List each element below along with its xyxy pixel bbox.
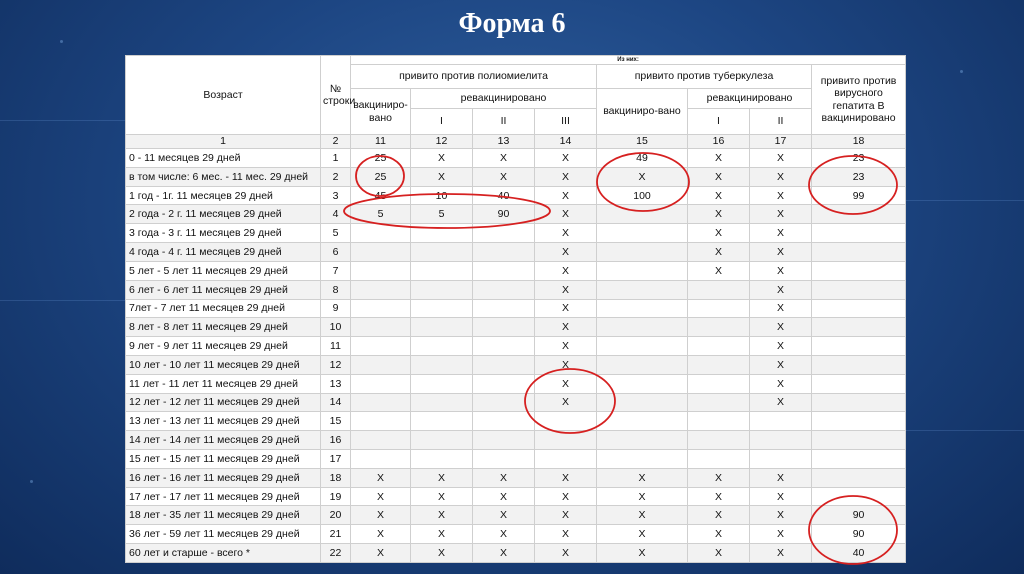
value-cell xyxy=(411,299,473,318)
age-group-cell: 0 - 11 месяцев 29 дней xyxy=(126,149,321,168)
value-cell: X xyxy=(535,468,597,487)
age-group-cell: 9 лет - 9 лет 11 месяцев 29 дней xyxy=(126,337,321,356)
age-group-cell: 17 лет - 17 лет 11 месяцев 29 дней xyxy=(126,487,321,506)
age-group-cell: 7лет - 7 лет 11 месяцев 29 дней xyxy=(126,299,321,318)
value-cell: X xyxy=(750,318,812,337)
value-cell: X xyxy=(535,337,597,356)
age-group-cell: 10 лет - 10 лет 11 месяцев 29 дней xyxy=(126,355,321,374)
age-group-cell: 13 лет - 13 лет 11 месяцев 29 дней xyxy=(126,412,321,431)
value-cell: X xyxy=(688,224,750,243)
value-cell xyxy=(597,280,688,299)
row-number-cell: 20 xyxy=(321,506,351,525)
value-cell: X xyxy=(411,544,473,563)
background-dot xyxy=(30,480,33,483)
value-cell: 25 xyxy=(351,149,411,168)
value-cell xyxy=(597,261,688,280)
column-number: 14 xyxy=(535,135,597,149)
column-number: 1 xyxy=(126,135,321,149)
value-cell xyxy=(473,261,535,280)
value-cell: X xyxy=(688,261,750,280)
value-cell: X xyxy=(688,167,750,186)
value-cell: 99 xyxy=(812,186,906,205)
value-cell: X xyxy=(351,506,411,525)
column-number: 12 xyxy=(411,135,473,149)
header-tb: привито против туберкулеза xyxy=(597,65,812,89)
value-cell xyxy=(812,280,906,299)
table-row xyxy=(126,544,906,563)
value-cell: X xyxy=(535,299,597,318)
value-cell: X xyxy=(750,205,812,224)
value-cell xyxy=(351,393,411,412)
value-cell: X xyxy=(688,149,750,168)
table-row xyxy=(126,525,906,544)
value-cell: 10 xyxy=(411,186,473,205)
value-cell xyxy=(597,393,688,412)
value-cell xyxy=(411,261,473,280)
age-group-cell: 2 года - 2 г. 11 месяцев 29 дней xyxy=(126,205,321,224)
value-cell: X xyxy=(597,544,688,563)
background-line xyxy=(0,300,125,301)
value-cell: X xyxy=(688,205,750,224)
value-cell xyxy=(688,299,750,318)
value-cell xyxy=(597,205,688,224)
value-cell xyxy=(351,450,411,469)
column-number: 2 xyxy=(321,135,351,149)
age-group-cell: 16 лет - 16 лет 11 месяцев 29 дней xyxy=(126,468,321,487)
age-group-cell: 12 лет - 12 лет 11 месяцев 29 дней xyxy=(126,393,321,412)
table-row xyxy=(126,431,906,450)
value-cell: 90 xyxy=(473,205,535,224)
value-cell xyxy=(473,224,535,243)
table-row xyxy=(126,167,906,186)
value-cell: 23 xyxy=(812,149,906,168)
age-group-cell: в том числе: 6 мес. - 11 мес. 29 дней xyxy=(126,167,321,186)
value-cell xyxy=(812,431,906,450)
value-cell: X xyxy=(473,506,535,525)
value-cell xyxy=(473,374,535,393)
value-cell xyxy=(812,337,906,356)
table-row xyxy=(126,299,906,318)
value-cell xyxy=(812,450,906,469)
value-cell: X xyxy=(750,487,812,506)
row-number-cell: 12 xyxy=(321,355,351,374)
value-cell xyxy=(411,337,473,356)
value-cell: X xyxy=(688,186,750,205)
value-cell: X xyxy=(750,149,812,168)
table-row xyxy=(126,393,906,412)
value-cell xyxy=(351,337,411,356)
value-cell: X xyxy=(688,468,750,487)
age-group-cell: 15 лет - 15 лет 11 месяцев 29 дней xyxy=(126,450,321,469)
value-cell: X xyxy=(535,149,597,168)
table-row xyxy=(126,149,906,168)
value-cell xyxy=(688,431,750,450)
table-row xyxy=(126,337,906,356)
value-cell xyxy=(597,450,688,469)
background-line xyxy=(905,430,1024,431)
value-cell: X xyxy=(750,299,812,318)
row-number-cell: 4 xyxy=(321,205,351,224)
value-cell: X xyxy=(750,393,812,412)
value-cell xyxy=(597,224,688,243)
value-cell xyxy=(411,280,473,299)
row-number-cell: 18 xyxy=(321,468,351,487)
row-number-cell: 6 xyxy=(321,243,351,262)
column-number: 15 xyxy=(597,135,688,149)
column-number-row xyxy=(126,135,906,149)
value-cell: X xyxy=(688,506,750,525)
age-group-cell: 18 лет - 35 лет 11 месяцев 29 дней xyxy=(126,506,321,525)
value-cell xyxy=(411,431,473,450)
value-cell: X xyxy=(473,149,535,168)
row-number-cell: 11 xyxy=(321,337,351,356)
table-row xyxy=(126,280,906,299)
value-cell xyxy=(597,412,688,431)
value-cell: X xyxy=(473,544,535,563)
value-cell xyxy=(473,337,535,356)
row-number-cell: 22 xyxy=(321,544,351,563)
value-cell: X xyxy=(473,468,535,487)
background-dot xyxy=(60,40,63,43)
value-cell xyxy=(351,261,411,280)
value-cell: X xyxy=(351,525,411,544)
value-cell: X xyxy=(535,261,597,280)
age-group-cell: 36 лет - 59 лет 11 месяцев 29 дней xyxy=(126,525,321,544)
value-cell xyxy=(411,393,473,412)
value-cell xyxy=(597,318,688,337)
row-number-cell: 8 xyxy=(321,280,351,299)
value-cell xyxy=(750,431,812,450)
header-tb-revaccinated: ревакцинировано xyxy=(688,89,812,109)
value-cell xyxy=(473,393,535,412)
value-cell xyxy=(812,261,906,280)
value-cell: X xyxy=(535,544,597,563)
value-cell: X xyxy=(535,355,597,374)
value-cell: 23 xyxy=(812,167,906,186)
age-group-cell: 5 лет - 5 лет 11 месяцев 29 дней xyxy=(126,261,321,280)
value-cell: X xyxy=(750,243,812,262)
value-cell xyxy=(351,224,411,243)
value-cell xyxy=(351,318,411,337)
value-cell: X xyxy=(535,506,597,525)
value-cell: 25 xyxy=(351,167,411,186)
header-hepatitis-b: привито против вирусного гепатита В вакцинировано xyxy=(812,65,906,135)
value-cell: 49 xyxy=(597,149,688,168)
table-row xyxy=(126,224,906,243)
value-cell: X xyxy=(535,167,597,186)
table-row xyxy=(126,318,906,337)
value-cell: X xyxy=(750,506,812,525)
header-tb-vaccinated: вакциниро-вано xyxy=(597,89,688,135)
value-cell xyxy=(597,337,688,356)
header-polio: привито против полиомиелита xyxy=(351,65,597,89)
value-cell: X xyxy=(597,506,688,525)
header-polio-rev-1: I xyxy=(411,109,473,135)
value-cell: X xyxy=(411,506,473,525)
value-cell: X xyxy=(750,468,812,487)
table-row xyxy=(126,205,906,224)
value-cell: X xyxy=(411,468,473,487)
value-cell: X xyxy=(473,525,535,544)
row-number-cell: 17 xyxy=(321,450,351,469)
background-line xyxy=(905,200,1024,201)
value-cell: 90 xyxy=(812,506,906,525)
value-cell xyxy=(597,299,688,318)
column-number: 16 xyxy=(688,135,750,149)
age-group-cell: 60 лет и старше - всего * xyxy=(126,544,321,563)
value-cell xyxy=(535,412,597,431)
header-tb-rev-2: II xyxy=(750,109,812,135)
background-line xyxy=(0,120,125,121)
table-row xyxy=(126,243,906,262)
value-cell xyxy=(473,450,535,469)
value-cell xyxy=(351,299,411,318)
value-cell: X xyxy=(351,487,411,506)
age-group-cell: 8 лет - 8 лет 11 месяцев 29 дней xyxy=(126,318,321,337)
row-number-cell: 21 xyxy=(321,525,351,544)
value-cell xyxy=(688,318,750,337)
value-cell xyxy=(812,224,906,243)
value-cell xyxy=(535,450,597,469)
age-group-cell: 3 года - 3 г. 11 месяцев 29 дней xyxy=(126,224,321,243)
value-cell: X xyxy=(750,167,812,186)
row-number-cell: 1 xyxy=(321,149,351,168)
value-cell: X xyxy=(535,393,597,412)
age-group-cell: 4 года - 4 г. 11 месяцев 29 дней xyxy=(126,243,321,262)
value-cell: X xyxy=(535,224,597,243)
value-cell: X xyxy=(688,525,750,544)
value-cell xyxy=(473,318,535,337)
age-group-cell: 11 лет - 11 лет 11 месяцев 29 дней xyxy=(126,374,321,393)
value-cell xyxy=(411,450,473,469)
table-row xyxy=(126,450,906,469)
header-polio-vaccinated: вакциниро-вано xyxy=(351,89,411,135)
table-row xyxy=(126,468,906,487)
value-cell: 40 xyxy=(812,544,906,563)
value-cell: X xyxy=(535,318,597,337)
value-cell xyxy=(812,318,906,337)
value-cell xyxy=(411,243,473,262)
value-cell: X xyxy=(750,544,812,563)
value-cell xyxy=(411,224,473,243)
value-cell: X xyxy=(411,487,473,506)
value-cell: X xyxy=(535,205,597,224)
value-cell: X xyxy=(750,525,812,544)
header-tb-rev-1: I xyxy=(688,109,750,135)
value-cell: X xyxy=(411,149,473,168)
value-cell xyxy=(473,355,535,374)
value-cell: X xyxy=(597,525,688,544)
value-cell: X xyxy=(535,243,597,262)
value-cell xyxy=(750,450,812,469)
value-cell xyxy=(473,431,535,450)
table-row xyxy=(126,412,906,431)
value-cell: X xyxy=(535,525,597,544)
value-cell xyxy=(535,431,597,450)
value-cell xyxy=(688,337,750,356)
slide-title: Форма 6 xyxy=(458,8,566,39)
row-number-cell: 15 xyxy=(321,412,351,431)
table-row xyxy=(126,186,906,205)
value-cell: X xyxy=(411,167,473,186)
row-number-cell: 10 xyxy=(321,318,351,337)
value-cell: X xyxy=(597,167,688,186)
value-cell xyxy=(351,243,411,262)
value-cell: X xyxy=(750,337,812,356)
value-cell: X xyxy=(535,280,597,299)
value-cell xyxy=(411,355,473,374)
value-cell: 40 xyxy=(473,186,535,205)
value-cell xyxy=(597,374,688,393)
row-number-cell: 9 xyxy=(321,299,351,318)
column-number: 13 xyxy=(473,135,535,149)
background-dot xyxy=(960,70,963,73)
value-cell xyxy=(812,355,906,374)
column-number: 18 xyxy=(812,135,906,149)
value-cell xyxy=(688,412,750,431)
value-cell: X xyxy=(688,243,750,262)
value-cell: X xyxy=(750,355,812,374)
row-number-cell: 16 xyxy=(321,431,351,450)
header-polio-rev-3: III xyxy=(535,109,597,135)
value-cell xyxy=(812,393,906,412)
value-cell xyxy=(812,243,906,262)
value-cell: X xyxy=(351,544,411,563)
value-cell: X xyxy=(688,544,750,563)
value-cell: X xyxy=(597,468,688,487)
value-cell xyxy=(473,299,535,318)
value-cell xyxy=(688,280,750,299)
age-group-cell: 1 год - 1г. 11 месяцев 29 дней xyxy=(126,186,321,205)
value-cell xyxy=(351,412,411,431)
column-number: 17 xyxy=(750,135,812,149)
value-cell: X xyxy=(535,186,597,205)
table-row xyxy=(126,374,906,393)
value-cell: 45 xyxy=(351,186,411,205)
header-age: Возраст xyxy=(126,56,321,135)
value-cell xyxy=(812,487,906,506)
value-cell xyxy=(351,280,411,299)
header-polio-revaccinated: ревакцинировано xyxy=(411,89,597,109)
value-cell xyxy=(473,412,535,431)
age-group-cell: 6 лет - 6 лет 11 месяцев 29 дней xyxy=(126,280,321,299)
value-cell xyxy=(411,318,473,337)
value-cell: X xyxy=(411,525,473,544)
value-cell: X xyxy=(688,487,750,506)
value-cell: X xyxy=(750,374,812,393)
header-row-number: № строки xyxy=(321,56,351,135)
table-row xyxy=(126,487,906,506)
value-cell xyxy=(688,450,750,469)
value-cell xyxy=(812,468,906,487)
value-cell xyxy=(473,243,535,262)
row-number-cell: 2 xyxy=(321,167,351,186)
column-number: 11 xyxy=(351,135,411,149)
value-cell: X xyxy=(597,487,688,506)
value-cell xyxy=(688,374,750,393)
value-cell: X xyxy=(750,224,812,243)
row-number-cell: 3 xyxy=(321,186,351,205)
value-cell xyxy=(812,412,906,431)
value-cell: X xyxy=(473,487,535,506)
value-cell xyxy=(688,393,750,412)
value-cell: X xyxy=(473,167,535,186)
value-cell: X xyxy=(535,374,597,393)
value-cell xyxy=(351,355,411,374)
value-cell: 90 xyxy=(812,525,906,544)
table-row xyxy=(126,261,906,280)
value-cell xyxy=(597,355,688,374)
value-cell: X xyxy=(750,280,812,299)
value-cell xyxy=(812,374,906,393)
value-cell: X xyxy=(351,468,411,487)
table-row xyxy=(126,355,906,374)
value-cell xyxy=(411,374,473,393)
row-number-cell: 13 xyxy=(321,374,351,393)
value-cell: 100 xyxy=(597,186,688,205)
value-cell: X xyxy=(750,261,812,280)
value-cell xyxy=(351,431,411,450)
value-cell: X xyxy=(535,487,597,506)
value-cell xyxy=(473,280,535,299)
value-cell xyxy=(597,431,688,450)
value-cell xyxy=(597,243,688,262)
value-cell: 5 xyxy=(411,205,473,224)
header-of-them: Из них: xyxy=(351,56,906,65)
table-row xyxy=(126,506,906,525)
row-number-cell: 14 xyxy=(321,393,351,412)
value-cell xyxy=(688,355,750,374)
row-number-cell: 5 xyxy=(321,224,351,243)
value-cell xyxy=(750,412,812,431)
value-cell: X xyxy=(750,186,812,205)
row-number-cell: 19 xyxy=(321,487,351,506)
value-cell xyxy=(812,205,906,224)
row-number-cell: 7 xyxy=(321,261,351,280)
vaccination-table xyxy=(125,55,906,563)
header-polio-rev-2: II xyxy=(473,109,535,135)
value-cell xyxy=(411,412,473,431)
value-cell xyxy=(351,374,411,393)
value-cell: 5 xyxy=(351,205,411,224)
value-cell xyxy=(812,299,906,318)
age-group-cell: 14 лет - 14 лет 11 месяцев 29 дней xyxy=(126,431,321,450)
